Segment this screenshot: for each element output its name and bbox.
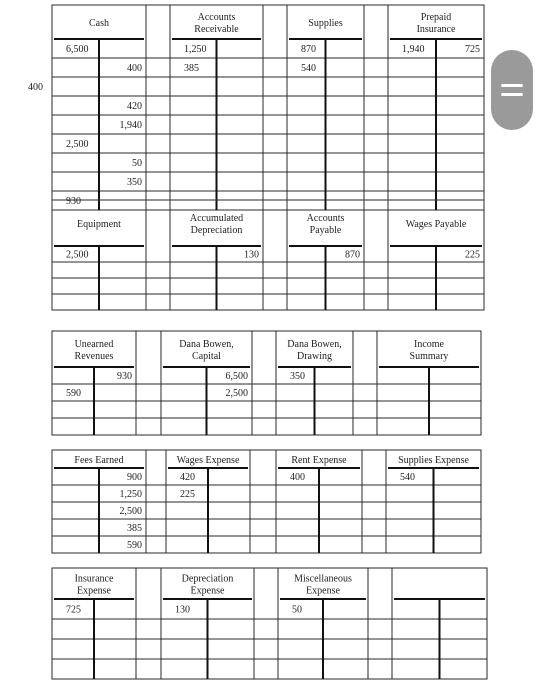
credit-entry: 130 — [244, 249, 259, 261]
account-title: Depreciation — [190, 225, 243, 236]
account-title: Unearned — [74, 339, 114, 350]
handle-bar — [501, 84, 523, 87]
account-title: Depreciation — [181, 573, 234, 585]
account-title: Accounts — [197, 12, 236, 23]
account-title: Expense — [306, 585, 340, 597]
debit-entry: 130 — [175, 604, 190, 616]
debit-entry: 50 — [292, 604, 302, 616]
account-title: Miscellaneous — [294, 573, 352, 585]
credit-entry: 1,250 — [119, 489, 142, 500]
account-title: Wages Payable — [405, 219, 467, 230]
account-title: Dana Bowen, — [287, 339, 342, 350]
account-title: Supplies Expense — [398, 455, 469, 466]
credit-entry: 2,500 — [119, 506, 142, 517]
debit-entry: 1,940 — [402, 44, 425, 55]
debit-entry: 400 — [290, 472, 305, 483]
credit-entry: 400 — [127, 63, 142, 74]
account-title: Expense — [77, 585, 111, 597]
section-frame — [52, 5, 484, 210]
account-title: Fees Earned — [74, 455, 124, 466]
account-title: Accounts — [306, 213, 345, 224]
debit-entry: 2,500 — [66, 139, 89, 150]
debit-entry: 540 — [400, 472, 415, 483]
account-title: Equipment — [77, 219, 121, 230]
ledger-section — [52, 331, 481, 435]
ledger-section — [28, 5, 484, 210]
debit-entry: 2,500 — [66, 249, 89, 261]
debit-entry: 6,500 — [66, 44, 89, 55]
credit-entry: 6,500 — [225, 371, 248, 382]
account-title: Dana Bowen, — [179, 339, 234, 350]
debit-entry: 725 — [66, 604, 81, 616]
handle-bar — [501, 93, 523, 96]
credit-entry: 930 — [117, 371, 132, 382]
account-title: Expense — [190, 585, 225, 597]
drag-handle-icon[interactable] — [491, 50, 533, 130]
account-title: Payable — [309, 225, 342, 236]
section-frame — [52, 568, 487, 679]
account-title: Prepaid — [420, 12, 452, 23]
account-title: Capital — [192, 351, 221, 362]
debit-entry: 930 — [66, 196, 81, 207]
credit-entry: 420 — [127, 101, 142, 112]
account-title: Accumulated — [189, 213, 244, 224]
credit-entry: 225 — [465, 249, 480, 261]
account-title: Income — [414, 339, 444, 350]
account-title: Supplies — [308, 18, 343, 29]
account-title: Insurance — [416, 24, 456, 35]
credit-entry: 900 — [127, 472, 142, 483]
account-title: Drawing — [297, 351, 332, 362]
debit-entry: 870 — [301, 44, 316, 55]
account-title: Cash — [89, 18, 109, 29]
debit-entry: 420 — [180, 472, 195, 483]
account-title: Wages Expense — [176, 455, 240, 466]
debit-entry: 385 — [184, 63, 199, 74]
debit-entry: 590 — [66, 388, 81, 399]
credit-entry: 1,940 — [119, 120, 142, 131]
credit-entry: 50 — [132, 158, 142, 169]
ledger-section — [52, 200, 484, 310]
debit-entry: 225 — [180, 489, 195, 500]
ledger-section — [52, 450, 481, 553]
account-title: Receivable — [194, 24, 239, 35]
credit-entry: 2,500 — [225, 388, 248, 399]
account-title: Insurance — [74, 573, 114, 585]
account-title: Rent Expense — [291, 455, 347, 466]
credit-entry: 870 — [345, 249, 360, 261]
credit-entry: 350 — [127, 177, 142, 188]
ledger-section — [52, 568, 487, 679]
debit-entry: 400 — [28, 82, 43, 93]
credit-entry: 590 — [127, 540, 142, 551]
debit-entry: 540 — [301, 63, 316, 74]
credit-entry: 385 — [127, 523, 142, 534]
credit-entry: 725 — [465, 44, 480, 55]
debit-entry: 1,250 — [184, 44, 207, 55]
account-title: Revenues — [74, 351, 114, 362]
account-title: Summary — [409, 351, 449, 362]
debit-entry: 350 — [290, 371, 305, 382]
